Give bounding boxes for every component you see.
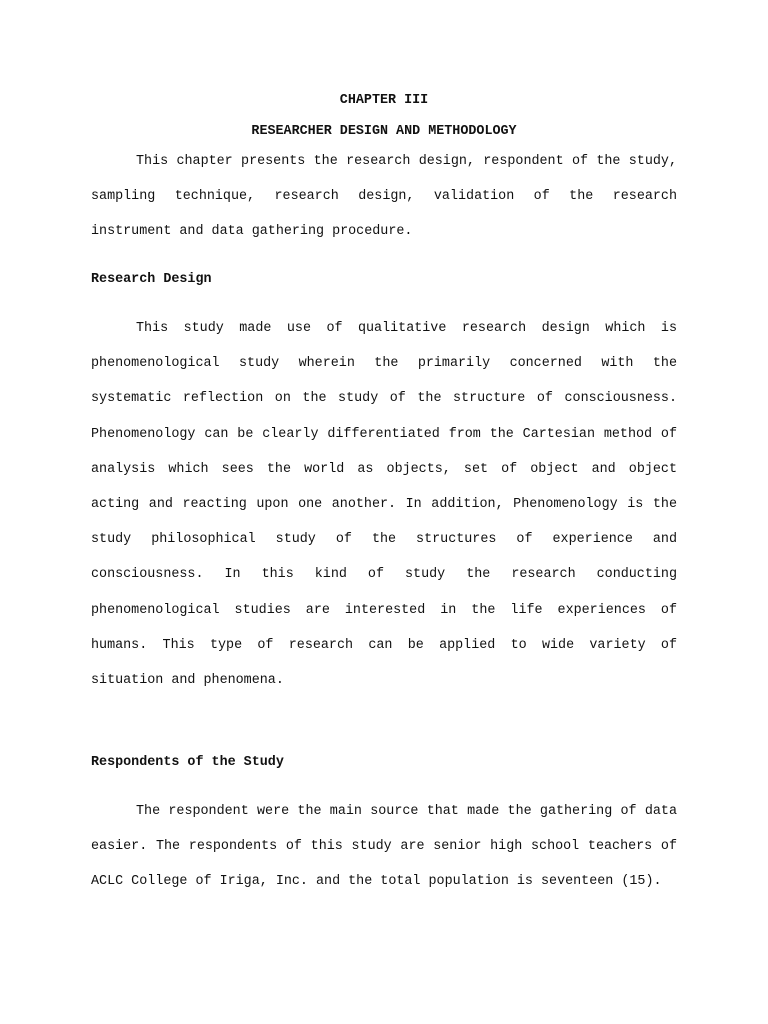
section-heading-research-design: Research Design [91, 272, 212, 287]
research-design-paragraph: This study made use of qualitative research design which is phenomenological study wherein the primarily concerned with the systematic reflection on the study of the structure of consciousness. Phenomenology can be clearly differentiated from the Cartesian method of analysis which sees the world as objects, set of object and object acting and reacting upon one another. In addition, Phenomenology is the study philosophical study of the structures of experience and consciousness. In this kind of study the research conducting phenomenological studies are interested in the life experiences of humans. This type of research can be applied to wide variety of situation and phenomena. [91, 321, 677, 689]
intro-paragraph: This chapter presents the research design, respondent of the study, sampling technique, research design, validation of the research instrument and data gathering procedure. [91, 154, 677, 240]
respondents-paragraph: The respondent were the main source that made the gathering of data easier. The respondents of this study are senior high school teachers of ACLC College of Iriga, Inc. and the total population is seventeen (15). [91, 804, 677, 890]
chapter-number: CHAPTER III [339, 93, 429, 108]
chapter-title: RESEARCHER DESIGN AND METHODOLOGY [251, 124, 517, 139]
section-heading-respondents: Respondents of the Study [91, 755, 284, 770]
